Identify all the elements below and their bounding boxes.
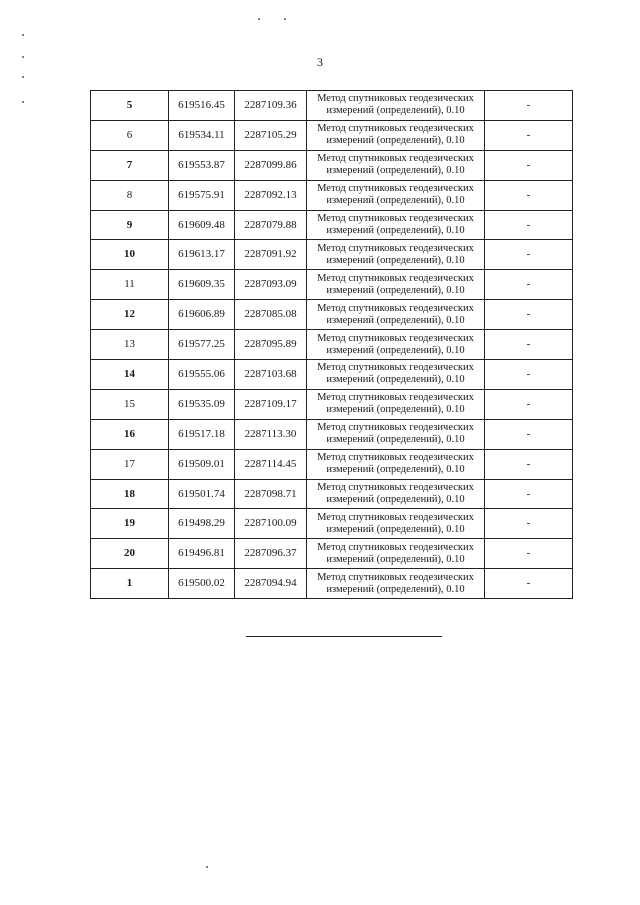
table-row (91, 330, 573, 360)
method-cell: Метод спутниковых геодезических измерений (определений), 0.10 (307, 150, 485, 180)
accuracy-cell: - (485, 419, 573, 449)
scan-speck (22, 56, 24, 58)
method-cell: Метод спутниковых геодезических измерений (определений), 0.10 (307, 300, 485, 330)
y-coordinate-cell: 2287094.94 (235, 569, 307, 599)
table-row (91, 210, 573, 240)
accuracy-cell: - (485, 180, 573, 210)
accuracy-cell: - (485, 300, 573, 330)
method-cell: Метод спутниковых геодезических измерений (определений), 0.10 (307, 449, 485, 479)
x-coordinate-cell: 619516.45 (169, 91, 235, 121)
point-number-cell: 19 (91, 509, 169, 539)
method-cell: Метод спутниковых геодезических измерений (определений), 0.10 (307, 479, 485, 509)
accuracy-cell: - (485, 210, 573, 240)
coordinates-table-body (91, 91, 573, 599)
table-row (91, 300, 573, 330)
x-coordinate-cell: 619609.48 (169, 210, 235, 240)
accuracy-cell: - (485, 569, 573, 599)
point-number-cell: 11 (91, 270, 169, 300)
table-row (91, 120, 573, 150)
accuracy-cell: - (485, 330, 573, 360)
accuracy-cell: - (485, 479, 573, 509)
point-number-cell: 20 (91, 539, 169, 569)
table-row (91, 180, 573, 210)
table-row (91, 539, 573, 569)
accuracy-cell: - (485, 509, 573, 539)
method-cell: Метод спутниковых геодезических измерений (определений), 0.10 (307, 389, 485, 419)
method-cell: Метод спутниковых геодезических измерений (определений), 0.10 (307, 330, 485, 360)
scan-speck (22, 34, 24, 36)
point-number-cell: 14 (91, 360, 169, 390)
scan-speck (22, 101, 24, 103)
x-coordinate-cell: 619509.01 (169, 449, 235, 479)
method-cell: Метод спутниковых геодезических измерений (определений), 0.10 (307, 91, 485, 121)
x-coordinate-cell: 619498.29 (169, 509, 235, 539)
y-coordinate-cell: 2287100.09 (235, 509, 307, 539)
method-cell: Метод спутниковых геодезических измерений (определений), 0.10 (307, 240, 485, 270)
point-number-cell: 17 (91, 449, 169, 479)
table-row (91, 389, 573, 419)
point-number-cell: 5 (91, 91, 169, 121)
point-number-cell: 9 (91, 210, 169, 240)
point-number-cell: 15 (91, 389, 169, 419)
y-coordinate-cell: 2287085.08 (235, 300, 307, 330)
accuracy-cell: - (485, 539, 573, 569)
x-coordinate-cell: 619517.18 (169, 419, 235, 449)
accuracy-cell: - (485, 360, 573, 390)
method-cell: Метод спутниковых геодезических измерений (определений), 0.10 (307, 509, 485, 539)
y-coordinate-cell: 2287091.92 (235, 240, 307, 270)
accuracy-cell: - (485, 120, 573, 150)
y-coordinate-cell: 2287095.89 (235, 330, 307, 360)
y-coordinate-cell: 2287114.45 (235, 449, 307, 479)
x-coordinate-cell: 619555.06 (169, 360, 235, 390)
x-coordinate-cell: 619535.09 (169, 389, 235, 419)
page-number: 3 (317, 55, 323, 69)
coordinates-table (90, 90, 573, 599)
method-cell: Метод спутниковых геодезических измерений (определений), 0.10 (307, 539, 485, 569)
method-cell: Метод спутниковых геодезических измерений (определений), 0.10 (307, 360, 485, 390)
table-row (91, 91, 573, 121)
table-row (91, 449, 573, 479)
point-number-cell: 6 (91, 120, 169, 150)
table-row (91, 569, 573, 599)
accuracy-cell: - (485, 389, 573, 419)
point-number-cell: 12 (91, 300, 169, 330)
scan-speck (284, 18, 286, 20)
y-coordinate-cell: 2287098.71 (235, 479, 307, 509)
y-coordinate-cell: 2287109.17 (235, 389, 307, 419)
point-number-cell: 7 (91, 150, 169, 180)
table-row (91, 360, 573, 390)
x-coordinate-cell: 619501.74 (169, 479, 235, 509)
y-coordinate-cell: 2287093.09 (235, 270, 307, 300)
x-coordinate-cell: 619613.17 (169, 240, 235, 270)
y-coordinate-cell: 2287109.36 (235, 91, 307, 121)
accuracy-cell: - (485, 240, 573, 270)
y-coordinate-cell: 2287099.86 (235, 150, 307, 180)
y-coordinate-cell: 2287092.13 (235, 180, 307, 210)
accuracy-cell: - (485, 91, 573, 121)
x-coordinate-cell: 619606.89 (169, 300, 235, 330)
point-number-cell: 16 (91, 419, 169, 449)
table-row (91, 419, 573, 449)
scan-speck (258, 18, 260, 20)
point-number-cell: 10 (91, 240, 169, 270)
accuracy-cell: - (485, 449, 573, 479)
x-coordinate-cell: 619575.91 (169, 180, 235, 210)
point-number-cell: 18 (91, 479, 169, 509)
point-number-cell: 1 (91, 569, 169, 599)
x-coordinate-cell: 619577.25 (169, 330, 235, 360)
table-row (91, 509, 573, 539)
x-coordinate-cell: 619500.02 (169, 569, 235, 599)
y-coordinate-cell: 2287113.30 (235, 419, 307, 449)
y-coordinate-cell: 2287105.29 (235, 120, 307, 150)
table-row (91, 150, 573, 180)
method-cell: Метод спутниковых геодезических измерений (определений), 0.10 (307, 569, 485, 599)
y-coordinate-cell: 2287096.37 (235, 539, 307, 569)
scan-speck (22, 76, 24, 78)
point-number-cell: 8 (91, 180, 169, 210)
method-cell: Метод спутниковых геодезических измерений (определений), 0.10 (307, 210, 485, 240)
x-coordinate-cell: 619534.11 (169, 120, 235, 150)
method-cell: Метод спутниковых геодезических измерений (определений), 0.10 (307, 180, 485, 210)
scan-speck (206, 866, 208, 868)
x-coordinate-cell: 619609.35 (169, 270, 235, 300)
method-cell: Метод спутниковых геодезических измерений (определений), 0.10 (307, 270, 485, 300)
x-coordinate-cell: 619553.87 (169, 150, 235, 180)
accuracy-cell: - (485, 270, 573, 300)
method-cell: Метод спутниковых геодезических измерений (определений), 0.10 (307, 419, 485, 449)
y-coordinate-cell: 2287079.88 (235, 210, 307, 240)
point-number-cell: 13 (91, 330, 169, 360)
method-cell: Метод спутниковых геодезических измерений (определений), 0.10 (307, 120, 485, 150)
signature-line (246, 636, 442, 637)
table-row (91, 270, 573, 300)
x-coordinate-cell: 619496.81 (169, 539, 235, 569)
accuracy-cell: - (485, 150, 573, 180)
y-coordinate-cell: 2287103.68 (235, 360, 307, 390)
table-row (91, 479, 573, 509)
table-row (91, 240, 573, 270)
